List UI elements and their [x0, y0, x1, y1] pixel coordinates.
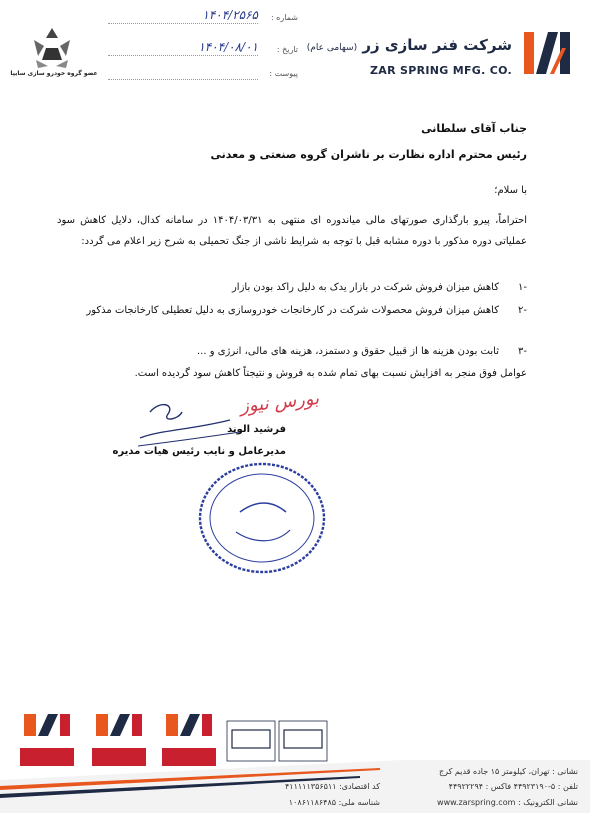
- letter-number: [108, 10, 298, 26]
- number-value: ۱۴۰۴/۲۵۶۵: [202, 8, 258, 22]
- footer-website: نشانی الکترونیک : www.zarspring.com: [437, 798, 578, 807]
- zar-spring-logo: [520, 28, 576, 78]
- signer-title: مدیرعامل و نایب رئیس هیات مدیره: [112, 446, 286, 457]
- company-suffix: (سهامی عام): [306, 43, 358, 53]
- letter-attachment: [108, 66, 298, 82]
- date-value: ۱۴۰۴/۰۸/۰۱: [198, 40, 258, 54]
- date-label: تاریخ :: [276, 45, 298, 54]
- recipient-name: جناب آقای سلطانی: [421, 122, 527, 135]
- company-name: [307, 36, 512, 54]
- rina-certificate: [278, 720, 328, 762]
- item-number: -۱: [518, 282, 527, 293]
- company-stamp: [196, 460, 328, 576]
- item-number: -۲: [518, 305, 527, 316]
- footer-economic-code: کد اقتصادی: ۴۱۱۱۱۱۳۵۶۵۱۱: [284, 782, 380, 791]
- greeting: با سلام؛: [494, 185, 527, 196]
- body-paragraph: احتراماً، پیرو بارگذاری صورتهای مالی میاندوره ای منتهی به ۱۴۰۴/۰۳/۳۱ در سامانه کدال، دلایل کاهش سود عملیاتی دوره مذکور با دوره مشابه قبل با توجه به شرایط ناشی از جنگ تحمیلی به شرح زیر اعلام می گردد:: [57, 215, 528, 247]
- footer-phone: تلفن : ۵-۴۴۹۲۳۱۹۰ فاکس : ۴۴۹۲۲۲۹۴: [448, 782, 578, 791]
- item-number: -۳: [518, 346, 527, 357]
- saipa-logo: [28, 26, 76, 70]
- signer-name: فرشید الوند: [227, 424, 286, 435]
- letter-date: [108, 42, 298, 58]
- footer-national-id: شناسه ملی: ۱۰۸۶۱۱۸۶۴۸۵: [288, 798, 380, 807]
- company-name-en: ZAR SPRING MFG. CO.: [370, 64, 512, 77]
- saipa-caption: عضو گروه خودرو سازی سایپا: [10, 70, 98, 77]
- rina-certificate: [226, 720, 276, 762]
- company-name-fa: شرکت فنر سازی زر: [362, 36, 512, 54]
- recipient-title: رئیس محترم اداره نظارت بر ناشران گروه صنعتی و معدنی: [210, 148, 527, 161]
- attachment-label: پیوست :: [269, 69, 298, 78]
- item-text: کاهش میزان فروش محصولات شرکت در کارخانجات خودروسازی به دلیل تعطیلی کارخانجات مذکور: [86, 305, 499, 316]
- list-item: [57, 277, 527, 298]
- number-label: شماره :: [270, 13, 298, 22]
- item-text: ثابت بودن هزینه ها از قبیل حقوق و دستمزد، هزینه های مالی، انرژی و ...: [197, 346, 499, 357]
- item-text: کاهش میزان فروش شرکت در بازار یدک به دلیل راکد بودن بازار: [231, 282, 499, 293]
- list-item: [57, 341, 527, 362]
- handwritten-note: بورس نیوز: [239, 387, 321, 418]
- conclusion: عوامل فوق منجر به افزایش نسبت بهای تمام شده به فروش و نتیجتاً کاهش سود گردیده است.: [134, 368, 527, 379]
- footer-address: نشانی : تهران، کیلومتر ۱۵ جاده قدیم کرج: [438, 767, 578, 776]
- list-item: [57, 300, 527, 342]
